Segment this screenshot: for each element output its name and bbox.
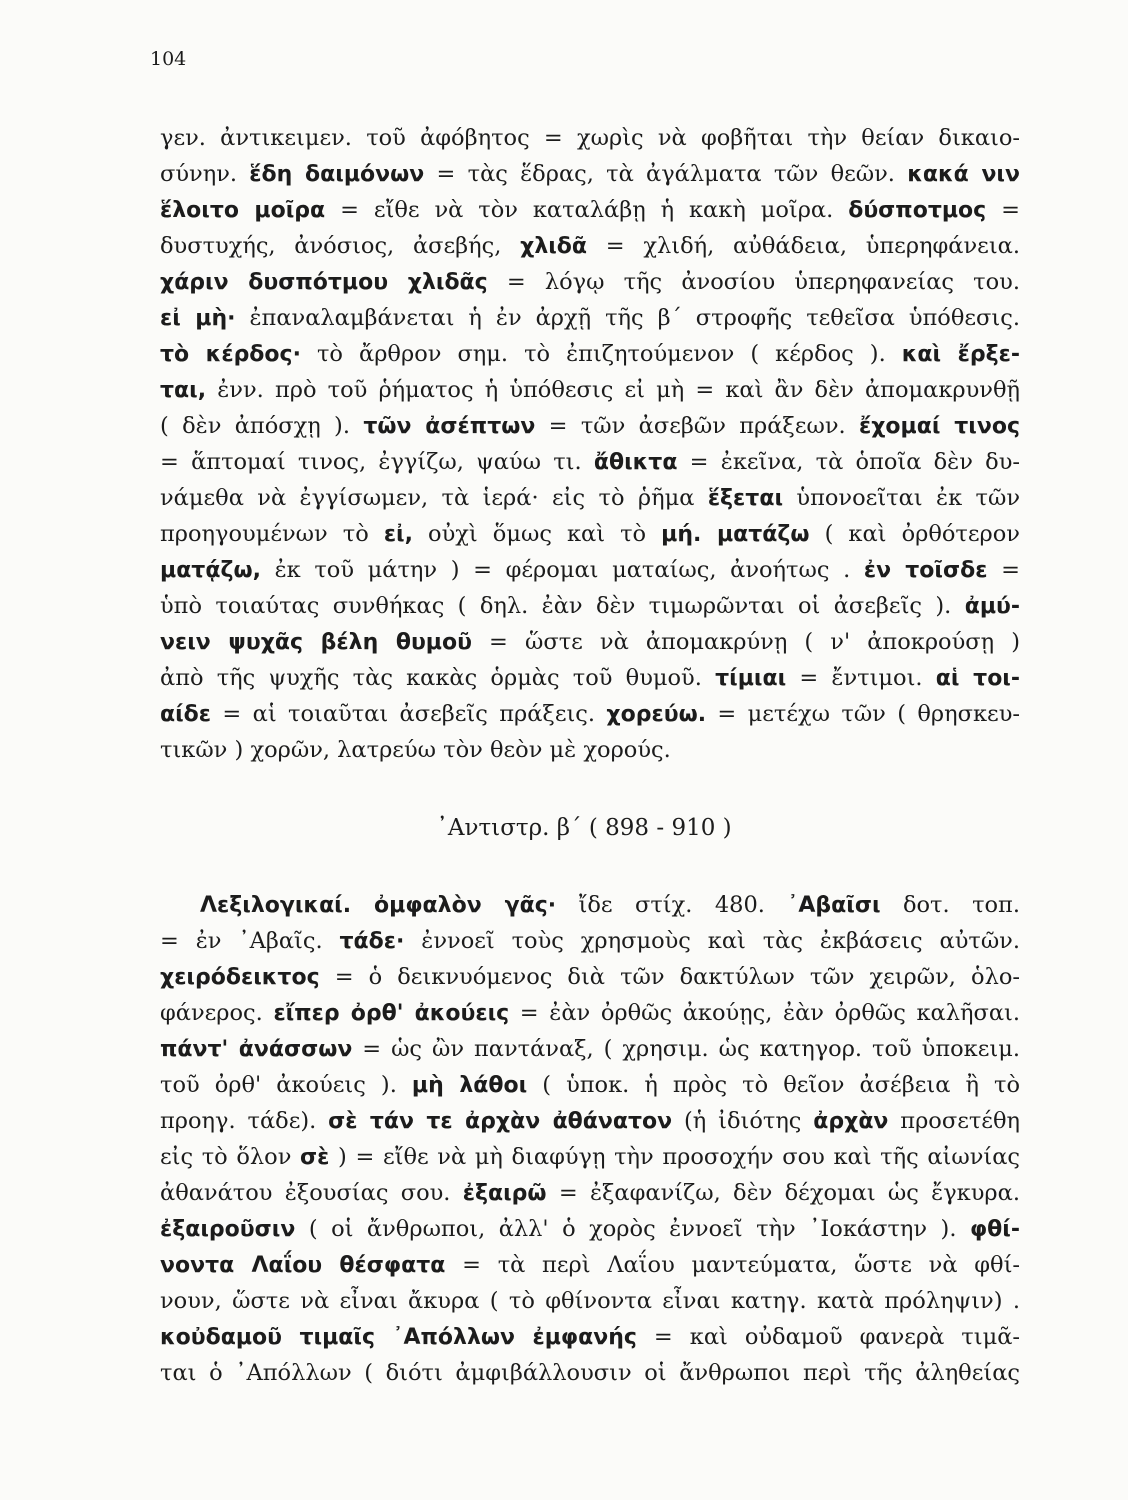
text-line: φάνερος. εἴπερ ὀρθ' ἀκούεις = ἐὰν ὀρθῶς ἀκούῃς, ἐὰν ὀρθῶς καλῆσαι. bbox=[160, 1000, 1020, 1026]
text-line: εἰ μὴ· ἐπαναλαμβάνεται ἡ ἐν ἀρχῇ τῆς β΄ στροφῆς τεθεῖσα ὑπόθεσις. bbox=[160, 305, 1020, 331]
text-line: = ἐν ᾿Αβαῖς. τάδε· ἐννοεῖ τοὺς χρησμοὺς καὶ τὰς ἐκβάσεις αὐτῶν. bbox=[160, 928, 1020, 954]
text-line: τὸ κέρδος· τὸ ἄρθρον σημ. τὸ ἐπιζητούμενον ( κέρδος ). καὶ ἔρξε- bbox=[160, 341, 1020, 367]
section-heading: ᾿Αντιστρ. β΄ ( 898 - 910 ) bbox=[436, 815, 732, 841]
text-line: ἐξαιροῦσιν ( οἱ ἄνθρωποι, ἀλλ' ὁ χορὸς ἐννοεῖ τὴν ᾿Ιοκάστην ). φθί- bbox=[160, 1216, 1020, 1242]
text-line: τοῦ ὀρθ' ἀκούεις ). μὴ λάθοι ( ὑποκ. ἡ πρὸς τὸ θεῖον ἀσέβεια ἢ τὸ bbox=[160, 1072, 1020, 1098]
text-line: ται, ἐνν. πρὸ τοῦ ῥήματος ἡ ὑπόθεσις εἰ μὴ = καὶ ἂν δὲν ἀπομακρυνθῇ bbox=[160, 377, 1020, 403]
text-line: αίδε = αἱ τοιαῦται ἀσεβεῖς πράξεις. χορεύω. = μετέχω τῶν ( θρησκευ- bbox=[160, 701, 1020, 727]
text-line: προηγουμένων τὸ εἰ, οὐχὶ ὅμως καὶ τὸ μή. ματάζω ( καὶ ὀρθότερον bbox=[160, 521, 1020, 547]
text-line: χειρόδεικτος = ὁ δεικνυόμενος διὰ τῶν δακτύλων τῶν χειρῶν, ὁλο- bbox=[160, 964, 1020, 990]
text-line: χάριν δυσπότμου χλιδᾶς = λόγῳ τῆς ἀνοσίου ὑπερηφανείας του. bbox=[160, 269, 1020, 295]
text-line: νοντα Λαΐου θέσφατα = τὰ περὶ Λαΐου μαντεύματα, ὥστε νὰ φθί- bbox=[160, 1252, 1020, 1278]
text-line: γεν. ἀντικειμεν. τοῦ ἀφόβητος = χωρὶς νὰ φοβῆται τὴν θείαν δικαιο- bbox=[160, 125, 1020, 151]
commentary-block-1 bbox=[160, 120, 1020, 768]
page-number: 104 bbox=[150, 48, 187, 70]
text-line: Λεξιλογικαί. ὀμφαλὸν γᾶς· ἴδε στίχ. 480. ᾿Αβαῖσι δοτ. τοπ. bbox=[200, 892, 1020, 918]
text-line: κοὐδαμοῦ τιμαῖς ᾿Απόλλων ἐμφανής = καὶ οὐδαμοῦ φανερὰ τιμᾶ- bbox=[160, 1324, 1020, 1350]
text-line: νουν, ὥστε νὰ εἶναι ἄκυρα ( τὸ φθίνοντα εἶναι κατηγ. κατὰ πρόληψιν) . bbox=[160, 1288, 1020, 1314]
text-line: ὑπὸ τοιαύτας συνθήκας ( δηλ. ἐὰν δὲν τιμωρῶνται οἱ ἀσεβεῖς ). ἀμύ- bbox=[160, 593, 1020, 619]
text-line: ( δὲν ἀπόσχῃ ). τῶν ἀσέπτων = τῶν ἀσεβῶν πράξεων. ἔχομαί τινος bbox=[160, 413, 1020, 439]
text-line: σύνην. ἕδη δαιμόνων = τὰς ἕδρας, τὰ ἀγάλματα τῶν θεῶν. κακά νιν bbox=[160, 161, 1020, 187]
text-line: ἀπὸ τῆς ψυχῆς τὰς κακὰς ὁρμὰς τοῦ θυμοῦ. τίμιαι = ἔντιμοι. αἱ τοι- bbox=[160, 665, 1020, 691]
text-line: νάμεθα νὰ ἐγγίσωμεν, τὰ ἱερά· εἰς τὸ ῥῆμα ἕξεται ὑπονοεῖται ἐκ τῶν bbox=[160, 485, 1020, 511]
text-line: ματᾴζω, ἐκ τοῦ μάτην ) = φέρομαι ματαίως, ἀνοήτως . ἐν τοῖσδε = bbox=[160, 557, 1020, 583]
text-line: πάντ' ἀνάσσων = ὡς ὢν παντάναξ, ( χρησιμ. ὡς κατηγορ. τοῦ ὑποκειμ. bbox=[160, 1036, 1020, 1062]
text-line: εἰς τὸ ὅλον σὲ ) = εἴθε νὰ μὴ διαφύγῃ τὴν προσοχήν σου καὶ τῆς αἰωνίας bbox=[160, 1144, 1020, 1170]
text-line: = ἅπτομαί τινος, ἐγγίζω, ψαύω τι. ἄθικτα = ἐκεῖνα, τὰ ὁποῖα δὲν δυ- bbox=[160, 449, 1020, 475]
text-line: προηγ. τάδε). σὲ τάν τε ἀρχὰν ἀθάνατον (ἡ ἰδιότης ἀρχὰν προσετέθη bbox=[160, 1108, 1020, 1134]
text-line: ἀθανάτου ἐξουσίας σου. ἐξαιρῶ = ἐξαφανίζω, δὲν δέχομαι ὡς ἔγκυρα. bbox=[160, 1180, 1020, 1206]
text-line: τικῶν ) χορῶν, λατρεύω τὸν θεὸν μὲ χορούς. bbox=[160, 737, 671, 763]
text-line: ται ὁ ᾿Απόλλων ( διότι ἀμφιβάλλουσιν οἱ ἄνθρωποι περὶ τῆς ἀληθείας bbox=[160, 1360, 1020, 1386]
text-line: νειν ψυχᾶς βέλη θυμοῦ = ὥστε νὰ ἀπομακρύνῃ ( ν' ἀποκρούσῃ ) bbox=[160, 629, 1020, 655]
text-line: δυστυχής, ἀνόσιος, ἀσεβής, χλιδᾶ = χλιδή, αὐθάδεια, ὑπερηφάνεια. bbox=[160, 233, 1020, 259]
text-line: ἕλοιτο μοῖρα = εἴθε νὰ τὸν καταλάβῃ ἡ κακὴ μοῖρα. δύσποτμος = bbox=[160, 197, 1020, 223]
commentary-block-2 bbox=[160, 887, 1020, 1391]
